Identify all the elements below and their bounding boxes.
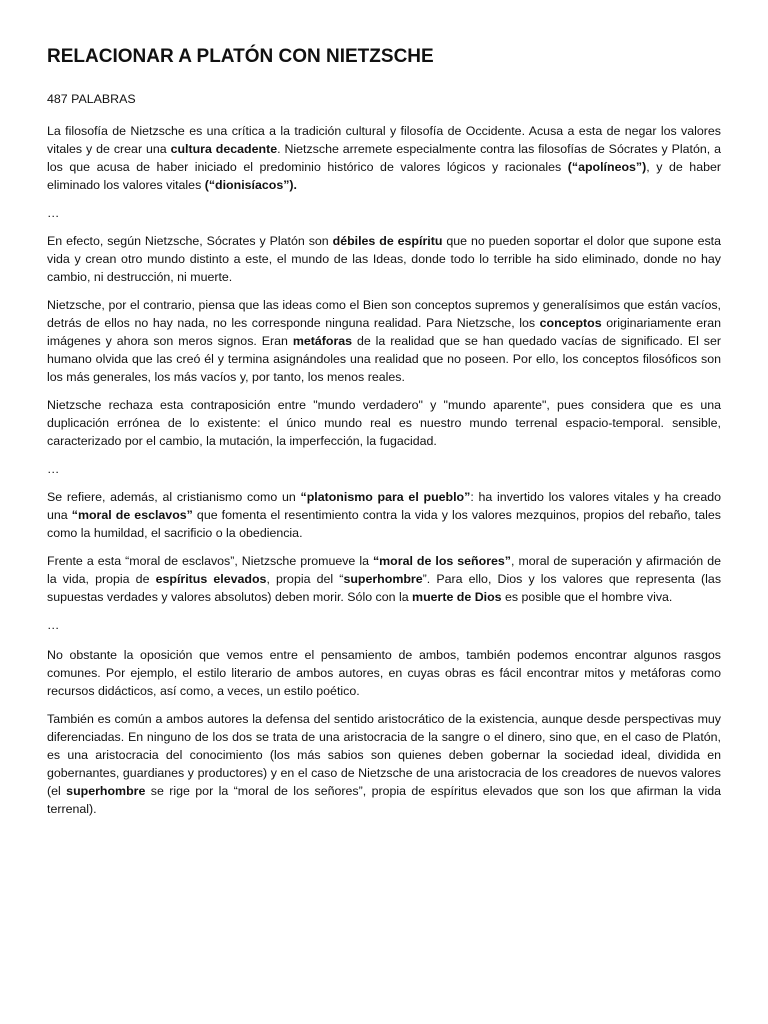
text-span: En efecto, según Nietzsche, Sócrates y Platón son — [47, 234, 333, 248]
bold-phrase: conceptos — [539, 316, 602, 330]
text-span: Frente a esta “moral de esclavos”, Nietzsche promueve la — [47, 554, 373, 568]
paragraph-2 — [47, 232, 721, 286]
paragraph-4: Nietzsche rechaza esta contraposición entre "mundo verdadero" y "mundo aparente", pues considera que es una duplicación errónea de lo existente: el único mundo real es nuestro mundo terrenal espacio-temporal. sensible, caracterizado por el cambio, la mutación, la imperfección, la fugacidad. — [47, 398, 721, 448]
paragraph-7: No obstante la oposición que vemos entre el pensamiento de ambos, también podemos encontrar algunos rasgos comunes. Por ejemplo, el estilo literario de ambos autores, en cuyas obras es fácil encontrar mitos y metáforas como recursos didácticos, así como, a veces, un estilo poético. — [47, 648, 721, 698]
ellipsis-separator: … — [47, 206, 60, 220]
bold-phrase: débiles de espíritu — [332, 234, 443, 248]
bold-phrase: (“apolíneos”) — [567, 160, 647, 174]
text-span: ”. Para ello, Dios y los valores que representa (las supuestas verdades y valores absolutos) deben morir. Sólo con la — [47, 572, 722, 604]
bold-phrase: superhombre — [343, 572, 423, 586]
text-span: , y de haber eliminado los valores vitales — [47, 160, 721, 192]
text-span: Se refiere, además, al cristianismo como un — [47, 490, 301, 504]
text-span: que no pueden soportar el dolor que supone esta vida y crean otro mundo distinto a este, el mundo de las Ideas, donde todo lo terrible ha sido eliminado, donde no hay cambio, ni destrucción, ni muerte. — [47, 234, 721, 284]
text-span: es posible que el hombre viva. — [501, 590, 673, 604]
text-span: se rige por la “moral de los señores”, propia de espíritus elevados que son los que afirman la vida terrenal). — [47, 784, 722, 816]
bold-phrase: cultura decadente — [170, 142, 278, 156]
bold-phrase: (“dionisíacos”). — [204, 178, 297, 192]
text-span: que fomenta el resentimiento contra la vida y los valores mezquinos, propios del rebaño, tales como la humildad, el sacrificio o la obediencia. — [47, 508, 721, 540]
text-span: También es común a ambos autores la defensa del sentido aristocrático de la existencia, aunque desde perspectivas muy diferenciadas. En ninguno de los dos se trata de una aristocracia de la sangre o el dinero, sino que, en el caso de Platón, es una aristocracia del conocimiento (los más sabios son quienes deben gobernar la sociedad ideal, dividida en gobernantes, guardianes y productores) y en el caso de Nietzsche de una aristocracia de los creadores de nuevos valores (el — [47, 712, 721, 798]
bold-phrase: espíritus elevados — [155, 572, 267, 586]
paragraph-5 — [47, 488, 721, 542]
bold-phrase: superhombre — [66, 784, 146, 798]
paragraph-3 — [47, 296, 721, 386]
bold-phrase: “moral de esclavos” — [71, 508, 193, 522]
text-span: La filosofía de Nietzsche es una crítica a la tradición cultural y filosofía de Occidente. Acusa a esta de negar los valores vitales y de crear una — [47, 124, 721, 156]
text-span: : ha invertido los valores vitales y ha creado una — [47, 490, 721, 522]
paragraph-8 — [47, 710, 721, 818]
text-span: Nietzsche, por el contrario, piensa que las ideas como el Bien son conceptos supremos y generalísimos que están vacíos, detrás de ellos no hay nada, no les corresponde ninguna realidad. Para Nietzsche, los — [47, 298, 721, 330]
text-span: . Nietzsche arremete especialmente contra las filosofías de Sócrates y Platón, a los que acusa de haber iniciado el predominio histórico de valores lógicos y racionales — [47, 142, 721, 174]
paragraph-6 — [47, 552, 721, 606]
ellipsis-separator: … — [47, 462, 60, 476]
bold-phrase: “platonismo para el pueblo” — [300, 490, 471, 504]
document-page — [47, 44, 721, 828]
text-span: originariamente eran imágenes y ahora son meros signos. Eran — [47, 316, 721, 348]
bold-phrase: muerte de Dios — [412, 590, 502, 604]
ellipsis-separator: … — [47, 618, 60, 632]
text-span: , moral de superación y afirmación de la vida, propia de — [47, 554, 721, 586]
document-title: RELACIONAR A PLATÓN CON NIETZSCHE — [47, 46, 434, 67]
bold-phrase: metáforas — [292, 334, 353, 348]
text-span: , propia del “ — [266, 572, 344, 586]
text-span: de la realidad que se han quedado vacías de significado. El ser humano olvida que las creó él y termina asignándoles una realidad que no poseen. Por ello, los conceptos filosóficos son los más generales, los más vacíos y, por tanto, los menos reales. — [47, 334, 721, 384]
paragraph-1 — [47, 122, 721, 194]
word-count: 487 PALABRAS — [47, 92, 136, 106]
bold-phrase: “moral de los señores” — [372, 554, 511, 568]
